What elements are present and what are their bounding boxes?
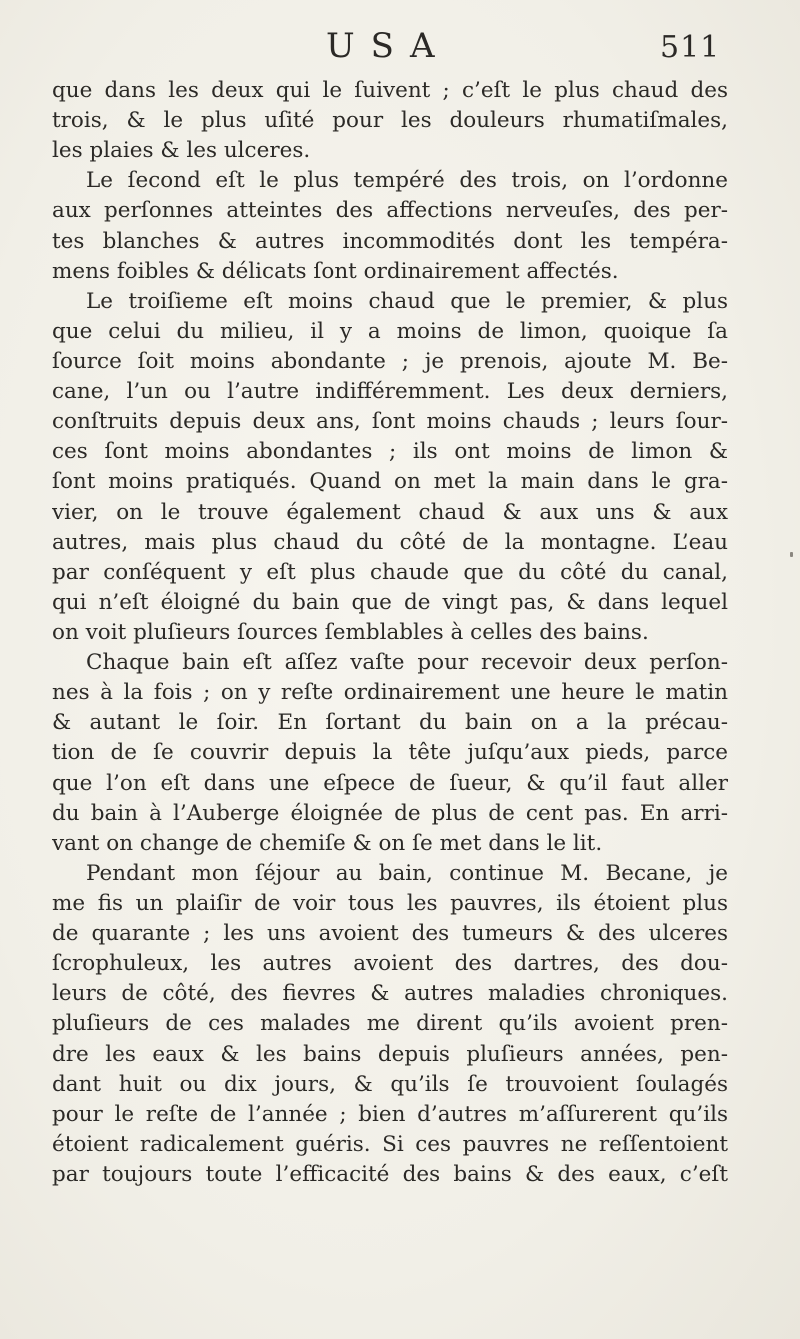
text-line: par toujours toute l’efficacité des bains & des eaux, c’eſt — [52, 1161, 728, 1187]
text-line: que dans les deux qui le ſuivent ; c’eſt le plus chaud des — [52, 78, 728, 103]
page-header — [0, 26, 800, 70]
text-line: me fis un plaiſir de voir tous les pauvres, ils étoient plus — [52, 890, 728, 916]
text-line: pluſieurs de ces malades me dirent qu’ils avoient pren- — [52, 1011, 728, 1037]
text-line: nes à la fois ; on y reſte ordinairement une heure le matin — [52, 680, 728, 706]
page-number: 511 — [660, 30, 721, 65]
text-line: ces ſont moins abondantes ; ils ont moins de limon & — [52, 439, 728, 465]
text-line: dant huit ou dix jours, & qu’ils ſe trouvoient ſoulagés — [52, 1071, 728, 1097]
text-line: aux perſonnes atteintes des affections nerveuſes, des per- — [52, 198, 728, 224]
text-line: Pendant mon ſéjour au bain, continue M. Becane, je — [86, 860, 728, 886]
text-line: vant on change de chemiſe & on ſe met dans le lit. — [52, 830, 603, 856]
text-line: Le ſecond eſt le plus tempéré des trois, on l’ordonne — [86, 168, 728, 194]
text-line: dre les eaux & les bains depuis pluſieurs années, pen- — [52, 1041, 728, 1067]
text-line: tes blanches & autres incommodités dont les tempéra- — [52, 228, 728, 254]
text-line: Chaque bain eſt aſſez vaſte pour recevoir deux perſon- — [86, 650, 728, 676]
running-head: USA — [326, 26, 451, 66]
text-line: on voit pluſieurs ſources ſemblables à celles des bains. — [52, 619, 649, 645]
text-line: Le troiſieme eſt moins chaud que le premier, & plus — [86, 288, 728, 314]
paper-speck — [790, 552, 793, 557]
text-line: que l’on eſt dans une eſpece de ſueur, & qu’il faut aller — [52, 770, 728, 796]
text-line: mens foibles & délicats ſont ordinairement affectés. — [52, 258, 619, 284]
text-line: vier, on le trouve également chaud & aux uns & aux — [52, 499, 728, 525]
text-line: pour le reſte de l’année ; bien d’autres m’aſſurerent qu’ils — [52, 1101, 728, 1127]
text-line: ſource ſoit moins abondante ; je prenois, ajoute M. Be- — [52, 348, 728, 374]
text-line: cane, l’un ou l’autre indifféremment. Les deux derniers, — [52, 379, 728, 405]
text-line: qui n’eſt éloigné du bain que de vingt pas, & dans lequel — [52, 589, 728, 615]
text-line: & autant le ſoir. En ſortant du bain on a la précau- — [52, 710, 728, 736]
text-line: ſcrophuleux, les autres avoient des dartres, des dou- — [52, 951, 728, 977]
text-line: que celui du milieu, il y a moins de limon, quoique ſa — [52, 318, 728, 344]
text-line: tion de ſe couvrir depuis la tête juſqu’aux pieds, parce — [52, 740, 728, 766]
text-line: étoient radicalement guéris. Si ces pauvres ne reſſentoient — [52, 1131, 728, 1157]
text-line: ſont moins pratiqués. Quand on met la main dans le gra- — [52, 469, 728, 495]
text-line: du bain à l’Auberge éloignée de plus de cent pas. En arri- — [52, 800, 728, 826]
text-line: autres, mais plus chaud du côté de la montagne. L’eau — [52, 529, 728, 555]
text-line: les plaies & les ulceres. — [52, 138, 311, 164]
text-line: conſtruits depuis deux ans, ſont moins chauds ; leurs ſour- — [52, 409, 728, 435]
text-line: leurs de côté, des fievres & autres maladies chroniques. — [52, 981, 728, 1007]
text-line: de quarante ; les uns avoient des tumeurs & des ulceres — [52, 921, 728, 947]
body-text — [52, 76, 728, 1190]
text-line: trois, & le plus uſité pour les douleurs rhumatiſmales, — [52, 108, 728, 134]
text-line: par conſéquent y eſt plus chaude que du côté du canal, — [52, 559, 728, 585]
